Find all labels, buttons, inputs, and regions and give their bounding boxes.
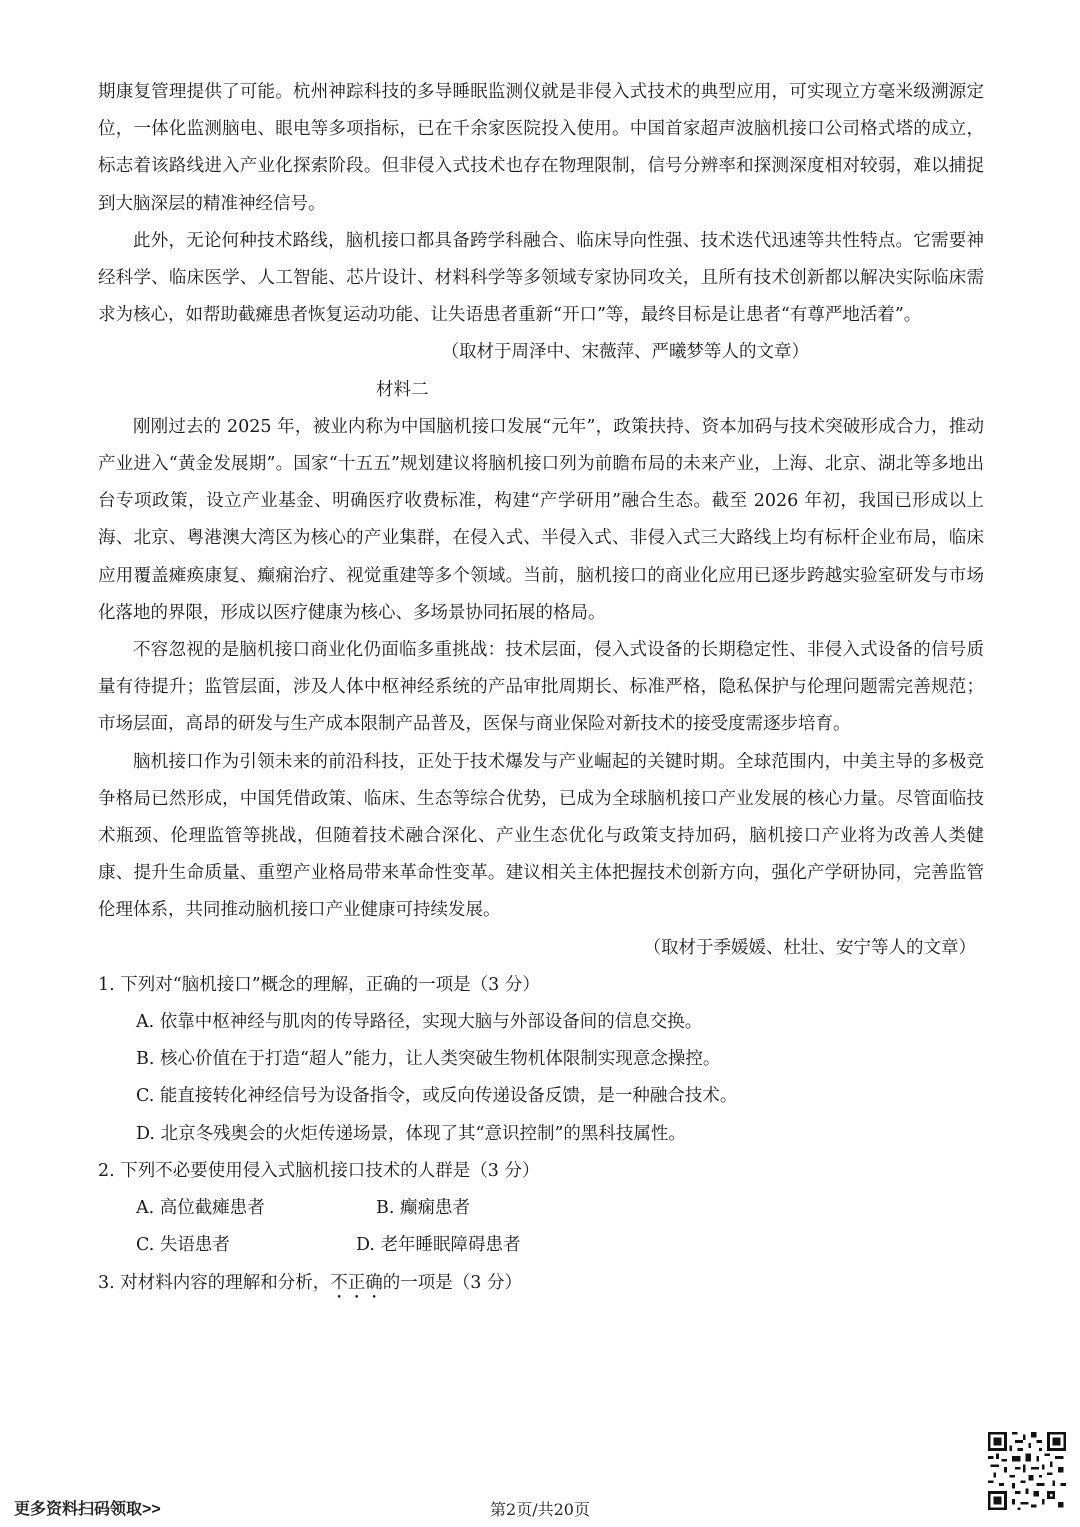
- material-two-paragraph: 脑机接口作为引领未来的前沿科技，正处于技术爆发与产业崛起的关键时期。全球范围内，中美主导的多极竞争格局已然形成，中国凭借政策、临床、生态等综合优势，已成为全球脑机接口产业发展的核心力量。尽管面临技术瓶颈、伦理监管等挑战，但随着技术融合深化、产业生态优化与政策支持加码，脑机接口产业将为改善人类健康、提升生命质量、重塑产业格局带来革命性变革。建议相关主体把握技术创新方向，强化产学研协同，完善监管伦理体系，共同推动脑机接口产业健康可持续发展。: [98, 751, 984, 921]
- more-resources-link[interactable]: 更多资料扫码领取>>: [14, 1501, 161, 1518]
- question-stem-after: 的一项是（3 分）: [382, 1272, 522, 1293]
- question-stem: 1. 下列对“脑机接口”概念的理解，正确的一项是（3 分）: [98, 974, 540, 995]
- option-c: C. 能直接转化神经信号为设备指令，或反向传递设备反馈，是一种融合技术。: [136, 1086, 738, 1107]
- option-row: [98, 1190, 984, 1227]
- question-stem-before: 3. 对材料内容的理解和分析，: [98, 1272, 331, 1293]
- question-1: [98, 967, 984, 1153]
- exam-page-body: [98, 74, 984, 1303]
- material-one-paragraph: 此外，无论何种技术路线，脑机接口都具备跨学科融合、临床导向性强、技术迭代迅速等共性特点。它需要神经科学、临床医学、人工智能、芯片设计、材料科学等多领域专家协同攻关，且所有技术创新都以解决实际临床需求为核心，如帮助截瘫患者恢复运动功能、让失语患者重新“开口”等，最终目标是让患者“有尊严地活着”。: [98, 230, 984, 326]
- question-2: [98, 1153, 984, 1265]
- option-row: [98, 1227, 984, 1264]
- material-two-source: （取材于季媛媛、杜壮、安宁等人的文章）: [643, 937, 976, 958]
- option-d: D. 北京冬残奥会的火炬传递场景，体现了其“意识控制”的黑科技属性。: [136, 1123, 686, 1144]
- question-stem: [98, 1265, 984, 1303]
- option-a: A. 依靠中枢神经与肌肉的传导路径，实现大脑与外部设备间的信息交换。: [136, 1012, 703, 1033]
- page-number: 第2页/共20页: [490, 1500, 590, 1519]
- question-3: [98, 1265, 984, 1303]
- material-one-paragraph: 期康复管理提供了可能。杭州神踪科技的多导睡眠监测仪就是非侵入式技术的典型应用，可实现立方毫米级溯源定位，一体化监测脑电、眼电等多项指标，已在千余家医院投入使用。中国首家超声波脑机接口公司格式塔的成立，标志着该路线进入产业化探索阶段。但非侵入式技术也存在物理限制，信号分辨率和探测深度相对较弱，难以捕捉到大脑深层的精准神经信号。: [98, 82, 984, 214]
- question-stem: 2. 下列不必要使用侵入式脑机接口技术的人群是（3 分）: [98, 1160, 540, 1181]
- option-d: D. 老年睡眠障碍患者: [356, 1235, 521, 1256]
- option-b: B. 癫痫患者: [376, 1198, 470, 1219]
- option-a: A. 高位截瘫患者: [136, 1198, 265, 1219]
- qr-code-icon[interactable]: [988, 1432, 1066, 1510]
- material-one-source: （取材于周泽中、宋薇萍、严曦梦等人的文章）: [441, 342, 809, 363]
- option-c: C. 失语患者: [136, 1235, 230, 1256]
- material-two-paragraph: 不容忽视的是脑机接口商业化仍面临多重挑战：技术层面，侵入式设备的长期稳定性、非侵入式设备的信号质量有待提升；监管层面，涉及人体中枢神经系统的产品审批周期长、标准严格，隐私保护与伦理问题需完善规范；市场层面，高昂的研发与生产成本限制产品普及，医保与商业保险对新技术的接受度需逐步培育。: [98, 640, 984, 735]
- material-two-title: 材料二: [376, 379, 429, 400]
- material-two-paragraph: 刚刚过去的 2025 年，被业内称为中国脑机接口发展“元年”，政策扶持、资本加码与技术突破形成合力，推动产业进入“黄金发展期”。国家“十五五”规划建议将脑机接口列为前瞻布局的未来产业，上海、北京、湖北等多地出台专项政策，设立产业基金、明确医疗收费标准，构建“产学研用”融合生态。截至 2026 年初，我国已形成以上海、北京、粤港澳大湾区为核心的产业集群，在侵入式、半侵入式、非侵入式三大路线上均有标杆企业布局，临床应用覆盖瘫痪康复、癫痫治疗、视觉重建等多个领域。当前，脑机接口的商业化应用已逐步跨越实验室研发与市场化落地的界限，形成以医疗健康为核心、多场景协同拓展的格局。: [98, 416, 984, 623]
- option-b: B. 核心价值在于打造“超人”能力，让人类突破生物机体限制实现意念操控。: [136, 1049, 721, 1070]
- emphasized-word: 不正确: [330, 1272, 383, 1293]
